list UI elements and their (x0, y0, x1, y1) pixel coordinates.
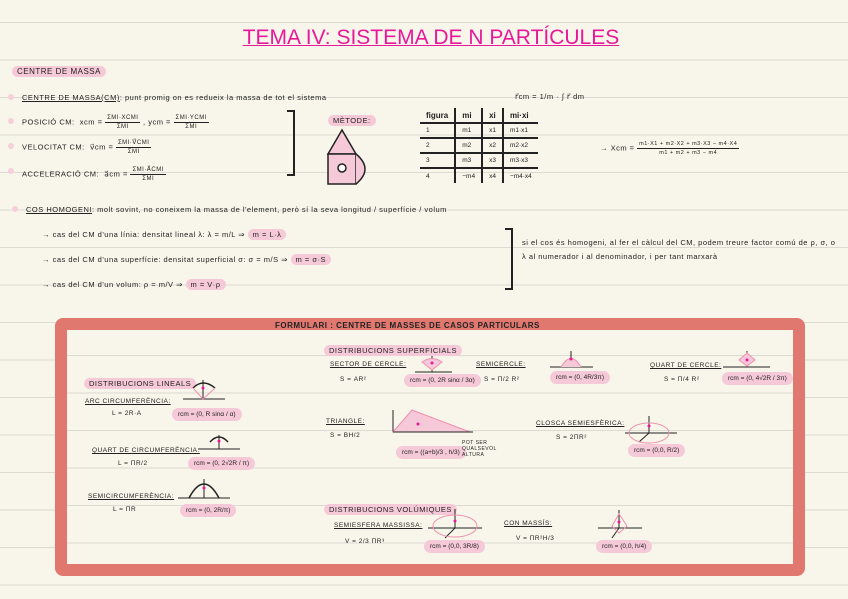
cell: x3 (482, 153, 503, 168)
arc-rcm: rcm = (0, R sinα / α) (172, 408, 242, 421)
solid-cone-label: CON MASSÍS: (504, 520, 553, 527)
hemispherical-shell-rcm: rcm = (0,0, R/2) (628, 444, 685, 457)
label: VELOCITAT CM: (22, 142, 85, 152)
table-row (420, 138, 538, 153)
volume-distributions-heading: DISTRIBUCIONS VOLÚMIQUES (324, 504, 457, 515)
composite-figure-icon (322, 128, 382, 188)
cell: 1 (420, 123, 455, 138)
den: ΣMI (127, 149, 140, 155)
semicircle-label: SEMICERCLE: (476, 361, 526, 368)
definition-text: : punt promig on es redueix la massa de tot el sistema (119, 93, 327, 102)
semicircumference-rcm: rcm = (0, 2R/π) (180, 504, 236, 517)
bracket (505, 228, 513, 290)
triangle-rcm: rcm = ((a+b)/3 , h/3) (396, 446, 466, 459)
num: m1·X1 + m2·X2 + m3·X3 − m4·X4 (639, 141, 738, 147)
cell: −m4 (455, 168, 482, 183)
cell: x1 (482, 123, 503, 138)
cell: m3·x3 (503, 153, 538, 168)
lhs: xcm = (79, 117, 103, 127)
num: ΣMI·V⃗CMI (117, 140, 150, 146)
solid-hemisphere-volume: V = 2/3 ΠR³ (345, 538, 385, 545)
table-row (420, 123, 538, 138)
triangle-area: S = BH/2 (330, 432, 361, 439)
quarter-circle-area: S = Π/4 R² (664, 376, 700, 383)
solid-hemisphere-rcm: rcm = (0,0, 3R/8) (424, 540, 485, 553)
lhs: a⃗cm = (104, 169, 128, 179)
hemispherical-shell-area: S = 2ΠR² (556, 434, 587, 441)
lhs: v⃗cm = (89, 142, 114, 152)
arc-label: ARC CIRCUMFERÈNCIA: (85, 398, 171, 405)
header-cell: figura (420, 108, 455, 123)
den: ΣMI (116, 124, 129, 130)
solid-hemisphere-label: SEMIESFERA MASSISSA: (334, 522, 423, 529)
cell: x4 (482, 168, 503, 183)
bullet (8, 94, 14, 100)
xcm-result (600, 140, 739, 157)
page-title: TEMA IV: SISTEMA DE N PARTÍCULES (242, 26, 620, 49)
cell: m1·x1 (503, 123, 538, 138)
text: : molt sovint, no coneixem la massa de l'element, però sí la seva longitud / superfície / volum (92, 205, 447, 214)
label: POSICIÓ CM: (22, 117, 75, 127)
fraction (105, 114, 140, 131)
cell: m2 (455, 138, 482, 153)
homogeneous-body (26, 205, 447, 214)
table-row (420, 153, 538, 168)
header-cell: mi (455, 108, 482, 123)
method-table (420, 108, 538, 183)
linear-distributions-heading: DISTRIBUCIONS LINEALS (84, 378, 196, 389)
triangle-label: TRIANGLE: (326, 418, 365, 425)
table-header-row (420, 108, 538, 123)
volume-case (42, 280, 226, 289)
den: m1 + m2 + m3 − m4 (659, 150, 718, 156)
hemispherical-shell-label: CLOSCA SEMIESFÈRICA: (536, 420, 625, 427)
quarter-circumference-rcm: rcm = (0, 2√2R / π) (188, 457, 255, 470)
text: → cas del CM d'un volum: ρ = m/V ⇒ (42, 280, 183, 289)
circle-sector-rcm: rcm = (0, 2R sinα / 3α) (404, 374, 481, 387)
line-case (42, 230, 286, 239)
semicircle-area: S = Π/2 R² (484, 376, 520, 383)
highlight: m = L·λ (248, 229, 287, 240)
bullet (8, 143, 14, 149)
quarter-circumference-label: QUART DE CIRCUMFERÈNCIA: (92, 447, 200, 454)
den: ΣMI (185, 124, 198, 130)
bullet (8, 168, 14, 174)
rcm-integral: r⃗cm = 1/m · ∫ r⃗ dm (515, 92, 585, 101)
cell: 2 (420, 138, 455, 153)
highlight: m = σ·S (291, 254, 331, 265)
semicircle-rcm: rcm = (0, 4R/3π) (550, 371, 610, 384)
fraction (116, 139, 151, 156)
circle-sector-area: S = ΑR² (340, 376, 367, 383)
acceleration-formula (22, 166, 166, 183)
cell: 4 (426, 172, 430, 180)
cm-definition (22, 93, 327, 102)
homogeneous-note: si el cos és homogeni, al fer el càlcul del CM, podem treure factor comú de ρ, σ, o λ al numerador i al denominador, i per tant marxarà (522, 238, 836, 261)
surface-distributions-heading: DISTRIBUCIONS SUPERFICIALS (324, 345, 462, 356)
definition-term: CENTRE DE MASSA(CM) (22, 93, 120, 102)
num: ΣMI·YCMI (175, 115, 207, 121)
text: → cas del CM d'una superfície: densitat superficial σ: σ = m/S ⇒ (42, 255, 288, 264)
solid-cone-volume: V = ΠR²H/3 (516, 535, 555, 542)
cell: m2·x2 (503, 138, 538, 153)
label: ACCELERACIÓ CM: (22, 169, 100, 179)
method-label: MÈTODE: (328, 115, 376, 126)
table-row (420, 168, 538, 183)
num: ΣMI·XCMI (107, 115, 139, 121)
bracket (287, 110, 295, 176)
fraction (637, 140, 739, 157)
cell: −m4·x4 (503, 168, 538, 183)
semicircumference-label: SEMICIRCUMFERÈNCIA: (88, 493, 175, 500)
term: COS HOMOGENI (26, 205, 93, 214)
formulary-title: FORMULARI : CENTRE DE MASSES DE CASOS PARTICULARS (275, 321, 540, 330)
bullet (12, 206, 18, 212)
cell: 3 (420, 153, 455, 168)
circle-sector-label: SECTOR DE CERCLE: (330, 361, 407, 368)
surface-case (42, 255, 331, 264)
header-cell: mi·xi (503, 108, 538, 123)
fraction (130, 166, 165, 183)
section-heading: CENTRE DE MASSA (12, 66, 106, 77)
lhs: , ycm = (143, 117, 171, 127)
text: → cas del CM d'una línia: densitat lineal λ: λ = m/L ⇒ (42, 230, 246, 239)
solid-cone-rcm: rcm = (0,0, h/4) (596, 540, 652, 553)
fraction (174, 114, 209, 131)
quarter-circle-label: QUART DE CERCLE: (650, 362, 722, 369)
cell: x2 (482, 138, 503, 153)
velocity-formula (22, 139, 151, 156)
quarter-circle-rcm: rcm = (0, 4√2R / 3π) (722, 372, 793, 385)
cell: m1 (455, 123, 482, 138)
lhs: → Xcm = (600, 143, 635, 153)
triangle-note: POT SER QUALSEVOL ALTURA (462, 440, 497, 458)
arc-length: L = 2R·Α (112, 410, 142, 417)
cell: m3 (455, 153, 482, 168)
highlight: m = V·ρ (186, 279, 226, 290)
position-formula (22, 114, 209, 131)
num: ΣMI·A⃗CMI (132, 167, 164, 173)
quarter-circumference-length: L = ΠR/2 (118, 460, 148, 467)
semicircumference-length: L = ΠR (113, 506, 137, 513)
den: ΣMI (142, 176, 155, 182)
header-cell: xi (482, 108, 503, 123)
bullet (8, 118, 14, 124)
